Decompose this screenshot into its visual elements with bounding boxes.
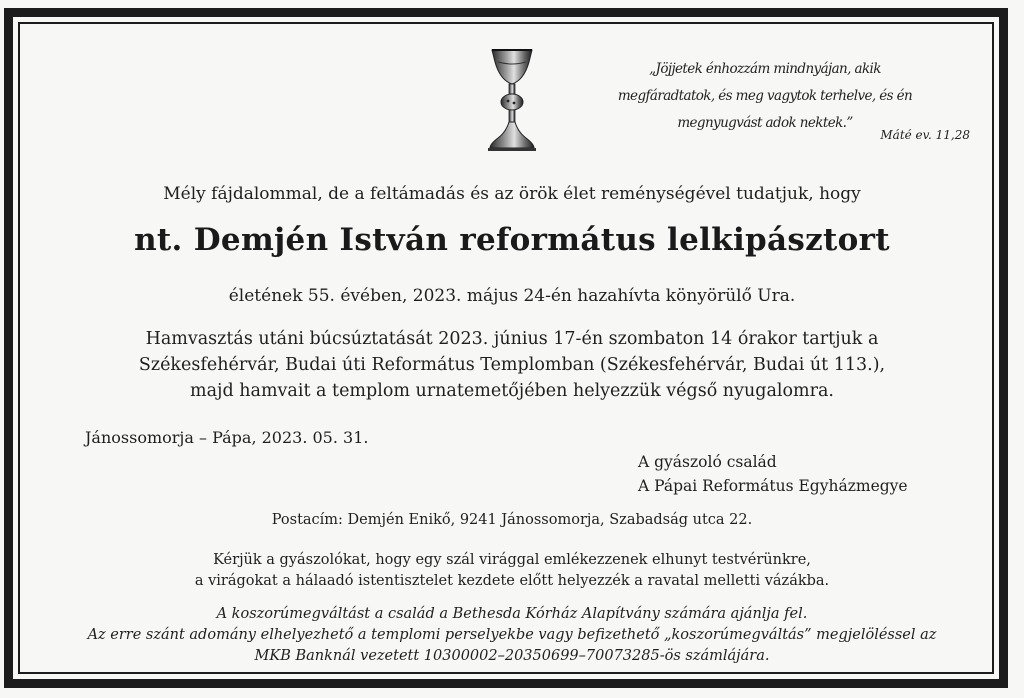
flower-request — [0, 550, 1024, 592]
request-line: a virágokat a hálaadó istentisztelet kezdete előtt helyezzék a ravatal melletti vázákba. — [194, 573, 830, 589]
donation-note — [0, 604, 1024, 667]
quote-line: „Jöjjetek énhozzám mindnyájan, akik — [649, 61, 881, 77]
mourner-line: A Pápai Református Egyházmegye — [638, 477, 908, 495]
request-line: Kérjük a gyászolókat, hogy egy szál virággal emlékezzenek elhunyt testvérünkre, — [213, 552, 811, 568]
bible-quote — [600, 56, 930, 137]
intro-text: Mély fájdalommal, de a feltámadás és az örök élet reménységével tudatjuk, hogy — [163, 184, 861, 204]
mourners — [638, 450, 908, 498]
donation-line: Az erre szánt adomány elhelyezhető a templomi perselyekbe vagy befizethető „koszorúmegváltás” megjelöléssel az — [87, 627, 937, 643]
place-date: Jánossomorja – Pápa, 2023. 05. 31. — [85, 428, 369, 447]
ceremony-line: majd hamvait a templom urnatemetőjében helyezzük végső nyugalomra. — [190, 381, 834, 401]
donation-line: MKB Banknál vezetett 10300002–20350699–70073285-ös számlájára. — [254, 648, 770, 664]
life-text: életének 55. évében, 2023. május 24-én hazahívta könyörülő Ura. — [228, 286, 796, 306]
quote-line: megfáradtatok, és meg vagytok terhelve, és én — [617, 88, 913, 104]
mourner-line: A gyászoló család — [638, 453, 777, 471]
ceremony-text — [0, 326, 1024, 404]
ceremony-line: Hamvasztás utáni búcsúztatását 2023. június 17-én szombaton 14 órakor tartjuk a — [145, 329, 879, 349]
postal-address: Postacím: Demjén Enikő, 9241 Jánossomorja, Szabadság utca 22. — [271, 512, 753, 528]
quote-reference: Máté ev. 11,28 — [880, 128, 970, 142]
chalice-icon — [484, 46, 540, 154]
deceased-name: nt. Demjén István református lelkipásztort — [134, 222, 890, 258]
donation-line: A koszorúmegváltást a család a Bethesda Kórház Alapítvány számára ajánlja fel. — [216, 606, 808, 622]
ceremony-line: Székesfehérvár, Budai úti Református Templomban (Székesfehérvár, Budai út 113.), — [138, 355, 886, 375]
quote-line: megnyugvást adok nektek.” — [677, 115, 853, 131]
